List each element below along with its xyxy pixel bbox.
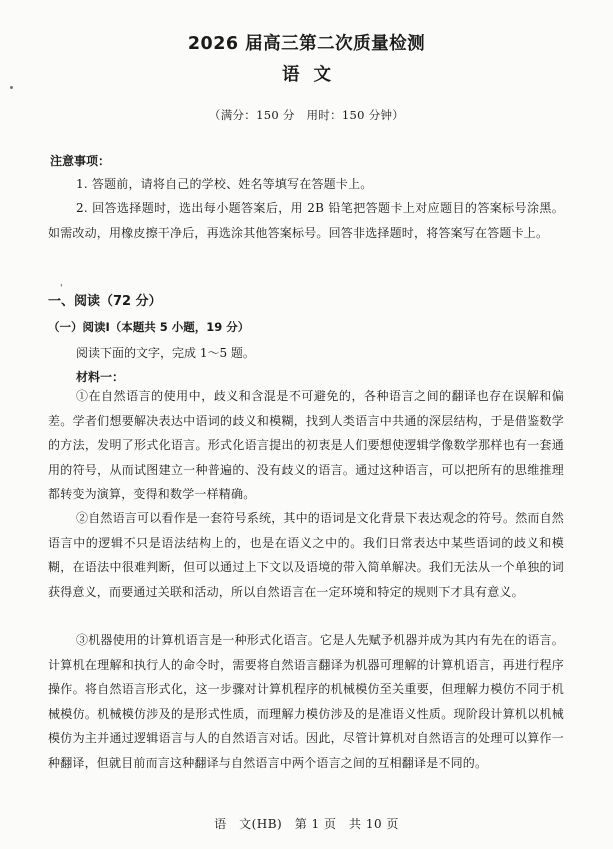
material-paragraph: ②自然语言可以看作是一套符号系统，其中的语词是文化背景下表达观念的符号。然而自然语言中的逻辑不只是语法结构上的，也是在语义之中的。我们日常表达中某些语词的歧义和模糊，在语法中很难判断，但可以通过上下文以及语境的带入简单解决。我们无法从一个单独的词获得意义，而要通过关联和活动，所以自然语言在一定环境和特定的规则下才具有意义。: [48, 511, 565, 599]
material-heading: 材料一：: [76, 370, 125, 384]
material-paragraph: ①在自然语言的使用中，歧义和含混是不可避免的，各种语言之间的翻译也存在误解和偏差。学者们想要解决表达中语词的歧义和模糊，找到人类语言中共通的深层结构，于是借鉴数学的方法，发明了形式化语言。形式化语言提出的初衷是人们要想使逻辑学像数学那样也有一套通用的符号，从而试图建立一种普遍的、没有歧义的语言。通过这种语言，可以把所有的思维推理都转变为演算，变得和数学一样精确。: [48, 389, 564, 501]
material-paragraph: ③机器使用的计算机语言是一种形式化语言。它是人先赋予机器并成为其内有先在的语言。计算机在理解和执行人的命令时，需要将自然语言翻译为机器可理解的计算机语言，再进行程序操作。将自然语言形式化，这一步骤对计算机程序的机械模仿至关重要，但理解力模仿不同于机械模仿。机械模仿涉及的是形式性质，而理解力模仿涉及的是准语义性质。现阶段计算机以机械模仿为主并通过逻辑语言与人的自然语言对话。因此，尽管计算机对自然语言的处理可以算作一种翻译，但就目前而言这种翻译与自然语言中两个语言之间的互相翻译是不同的。: [48, 633, 565, 770]
section-heading: 一、阅读（72 分）: [48, 294, 162, 309]
exam-title: 2026 届高三第二次质量检测: [187, 34, 426, 54]
exam-info: （满分：150 分 用时：150 分钟）: [208, 108, 405, 122]
page-footer: 语 文(HB) 第 1 页 共 10 页: [214, 817, 399, 831]
notice-item: 2. 回答选择题时，选出每小题答案后，用 2B 铅笔把答题卡上对应题目的答案标号涂黑。如需改动，用橡皮擦干净后，再选涂其他答案标号。回答非选择题时，将答案写在答题卡上。: [48, 201, 564, 240]
reading-instruction: 阅读下面的文字，完成 1～5 题。: [76, 346, 255, 360]
scan-speck: [10, 86, 13, 89]
sub-section-heading: （一）阅读Ⅰ（本题共 5 小题，19 分）: [48, 320, 250, 334]
notice-item: 1. 答题前，请将自己的学校、姓名等填写在答题卡上。: [76, 177, 373, 191]
notice-heading: 注意事项：: [50, 154, 111, 168]
scan-tick-mark: ': [60, 284, 63, 294]
subject-title: 语文: [282, 65, 345, 85]
